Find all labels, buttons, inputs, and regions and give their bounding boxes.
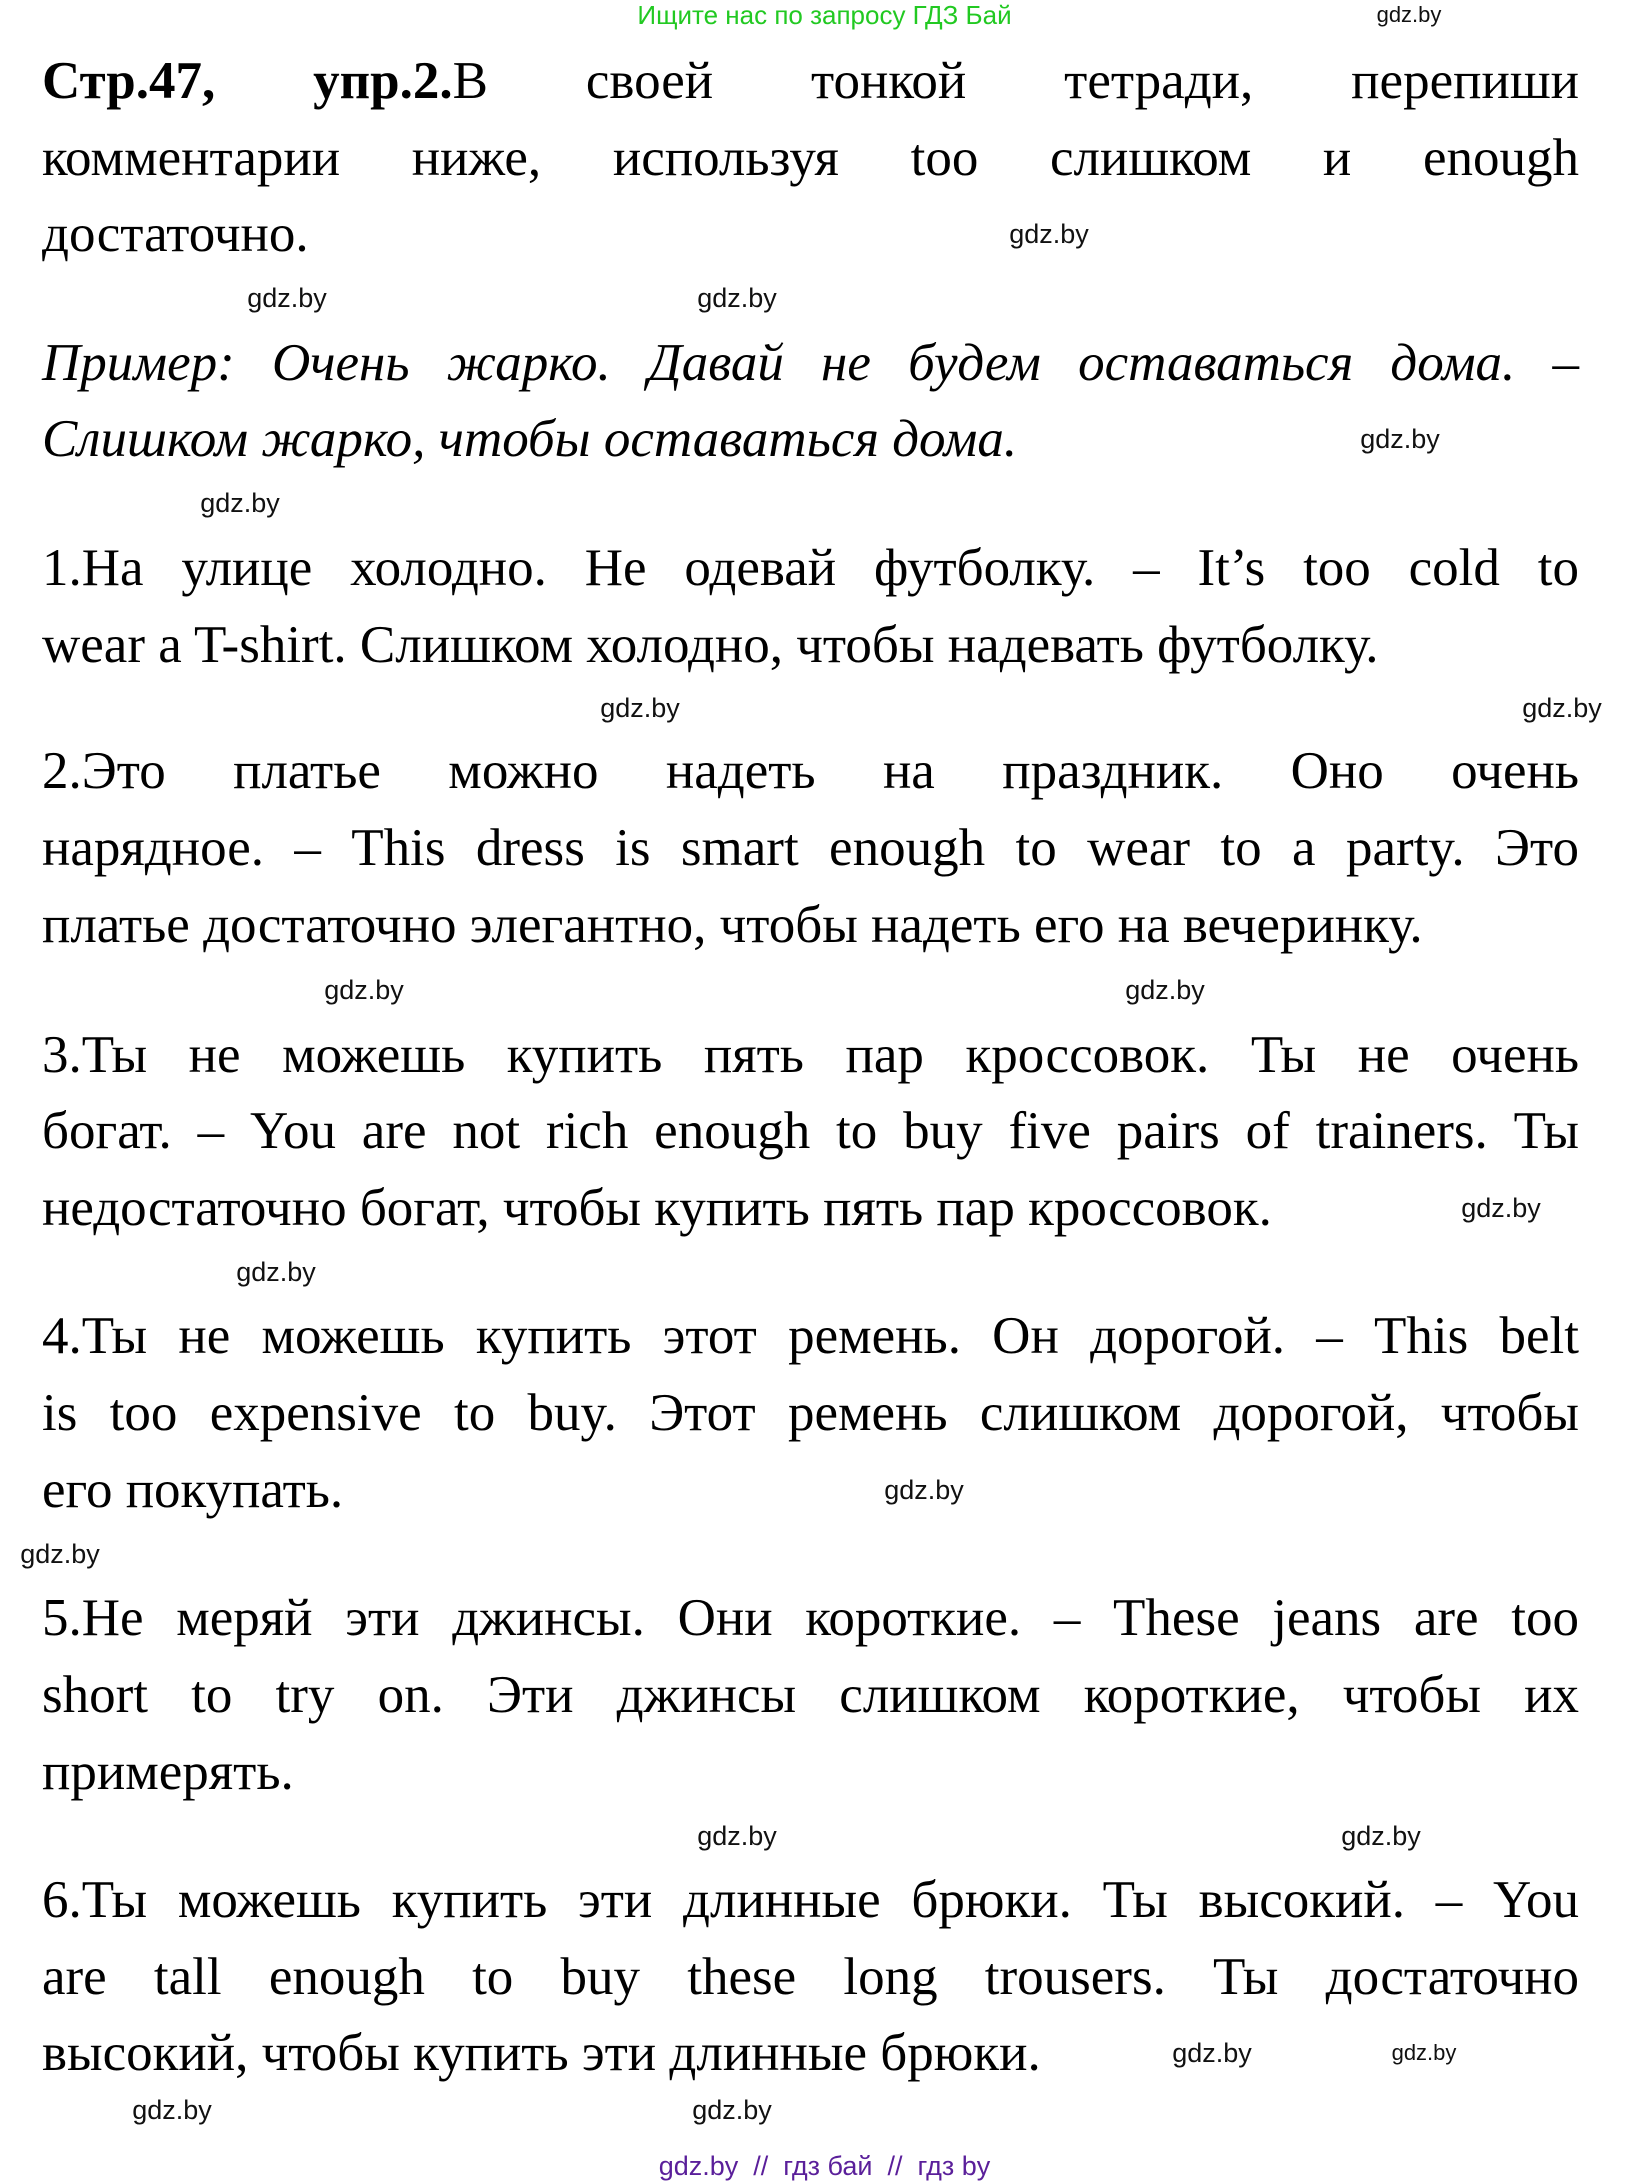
answer-6-line — [42, 1949, 1579, 2005]
watermark-text: gdz.by — [884, 1475, 964, 1505]
watermark-text: gdz.by — [1376, 2, 1442, 27]
answer-4-line — [42, 1308, 1579, 1364]
line-text: are tall enough to buy these long trousers. Ты достаточно — [42, 1948, 1579, 2006]
watermark-text: gdz.by — [600, 693, 680, 723]
example-line — [42, 335, 1579, 391]
search-hint-banner: Ищите нас по запросу ГДЗ Бай — [637, 0, 1012, 30]
watermark-text: gdz.by — [247, 283, 327, 313]
watermark-text: gdz.by — [1461, 1193, 1541, 1223]
watermark-text: gdz.by — [1172, 2038, 1252, 2068]
watermark-text: gdz.by — [692, 2095, 772, 2125]
answer-2-line — [42, 820, 1579, 876]
answer-5-line — [42, 1667, 1579, 1723]
answer-6-line — [42, 2025, 1041, 2081]
answer-3-line — [42, 1103, 1579, 1159]
task-instruction-line — [42, 53, 1579, 109]
watermark-text: gdz.by — [1360, 424, 1440, 454]
line-text: 3.Ты не можешь купить пять пар кроссовок. Ты не очень — [42, 1026, 1579, 1084]
line-text: нарядное. – This dress is smart enough to wear to a party. Это — [42, 819, 1579, 877]
answer-4-line — [42, 1462, 343, 1518]
line-text: высокий, чтобы купить эти длинные брюки. — [42, 2024, 1041, 2082]
watermark-text: gdz.by — [1522, 693, 1602, 723]
line-text: В своей тонкой тетради, перепиши — [452, 52, 1579, 110]
watermark-text: gdz.by — [324, 975, 404, 1005]
line-text: 4.Ты не можешь купить этот ремень. Он дорогой. – This belt — [42, 1307, 1579, 1365]
task-instruction-line — [42, 130, 1579, 186]
watermark-text: gdz.by — [20, 1539, 100, 1569]
example-line — [42, 411, 1017, 467]
line-text: недостаточно богат, чтобы купить пять пар кроссовок. — [42, 1179, 1272, 1237]
exercise-title: Стр.47, упр.2. — [42, 52, 453, 110]
watermark-text: gdz.by — [132, 2095, 212, 2125]
answer-6-line — [42, 1872, 1579, 1928]
answer-2-line — [42, 743, 1579, 799]
line-text: 5.Не меряй эти джинсы. Они короткие. – These jeans are too — [42, 1589, 1579, 1647]
watermark-text: gdz.by — [1391, 2040, 1457, 2065]
line-text: 1.На улице холодно. Не одевай футболку. – It’s too cold to — [42, 539, 1579, 597]
line-text: Пример: Очень жарко. Давай не будем оставаться дома. – — [42, 334, 1579, 392]
watermark-text: gdz.by — [1009, 219, 1089, 249]
watermark-text: gdz.by — [200, 488, 280, 518]
line-text: wear a T-shirt. Слишком холодно, чтобы надевать футболку. — [42, 616, 1379, 674]
line-text: его покупать. — [42, 1461, 344, 1519]
answer-5-line — [42, 1590, 1579, 1646]
watermark-text: gdz.by — [697, 283, 777, 313]
answer-1-line — [42, 617, 1379, 673]
answer-4-line — [42, 1385, 1579, 1441]
answer-3-line — [42, 1027, 1579, 1083]
line-text: богат. – You are not rich enough to buy five pairs of trainers. Ты — [42, 1102, 1579, 1160]
watermark-text: gdz.by — [236, 1257, 316, 1287]
line-text: short to try on. Эти джинсы слишком короткие, чтобы их — [42, 1666, 1579, 1724]
watermark-text: gdz.by — [1341, 1821, 1421, 1851]
line-text: примерять. — [42, 1743, 294, 1801]
watermark-text: gdz.by — [1125, 975, 1205, 1005]
answer-2-line — [42, 897, 1423, 953]
line-text: комментарии ниже, используя too слишком и enough — [42, 129, 1579, 187]
watermark-text: gdz.by — [697, 1821, 777, 1851]
line-text: достаточно. — [42, 205, 309, 263]
answer-3-line — [42, 1180, 1272, 1236]
line-text: is too expensive to buy. Этот ремень слишком дорогой, чтобы — [42, 1384, 1579, 1442]
line-text: платье достаточно элегантно, чтобы надеть его на вечеринку. — [42, 896, 1423, 954]
task-instruction-line — [42, 206, 309, 262]
line-text: 2.Это платье можно надеть на праздник. Оно очень — [42, 742, 1579, 800]
answer-5-line — [42, 1744, 294, 1800]
line-text: Слишком жарко, чтобы оставаться дома. — [42, 410, 1018, 468]
line-text: 6.Ты можешь купить эти длинные брюки. Ты высокий. – You — [42, 1871, 1579, 1929]
footer-links: gdz.by // гдз бай // гдз by — [658, 2151, 991, 2181]
answer-1-line — [42, 540, 1579, 596]
